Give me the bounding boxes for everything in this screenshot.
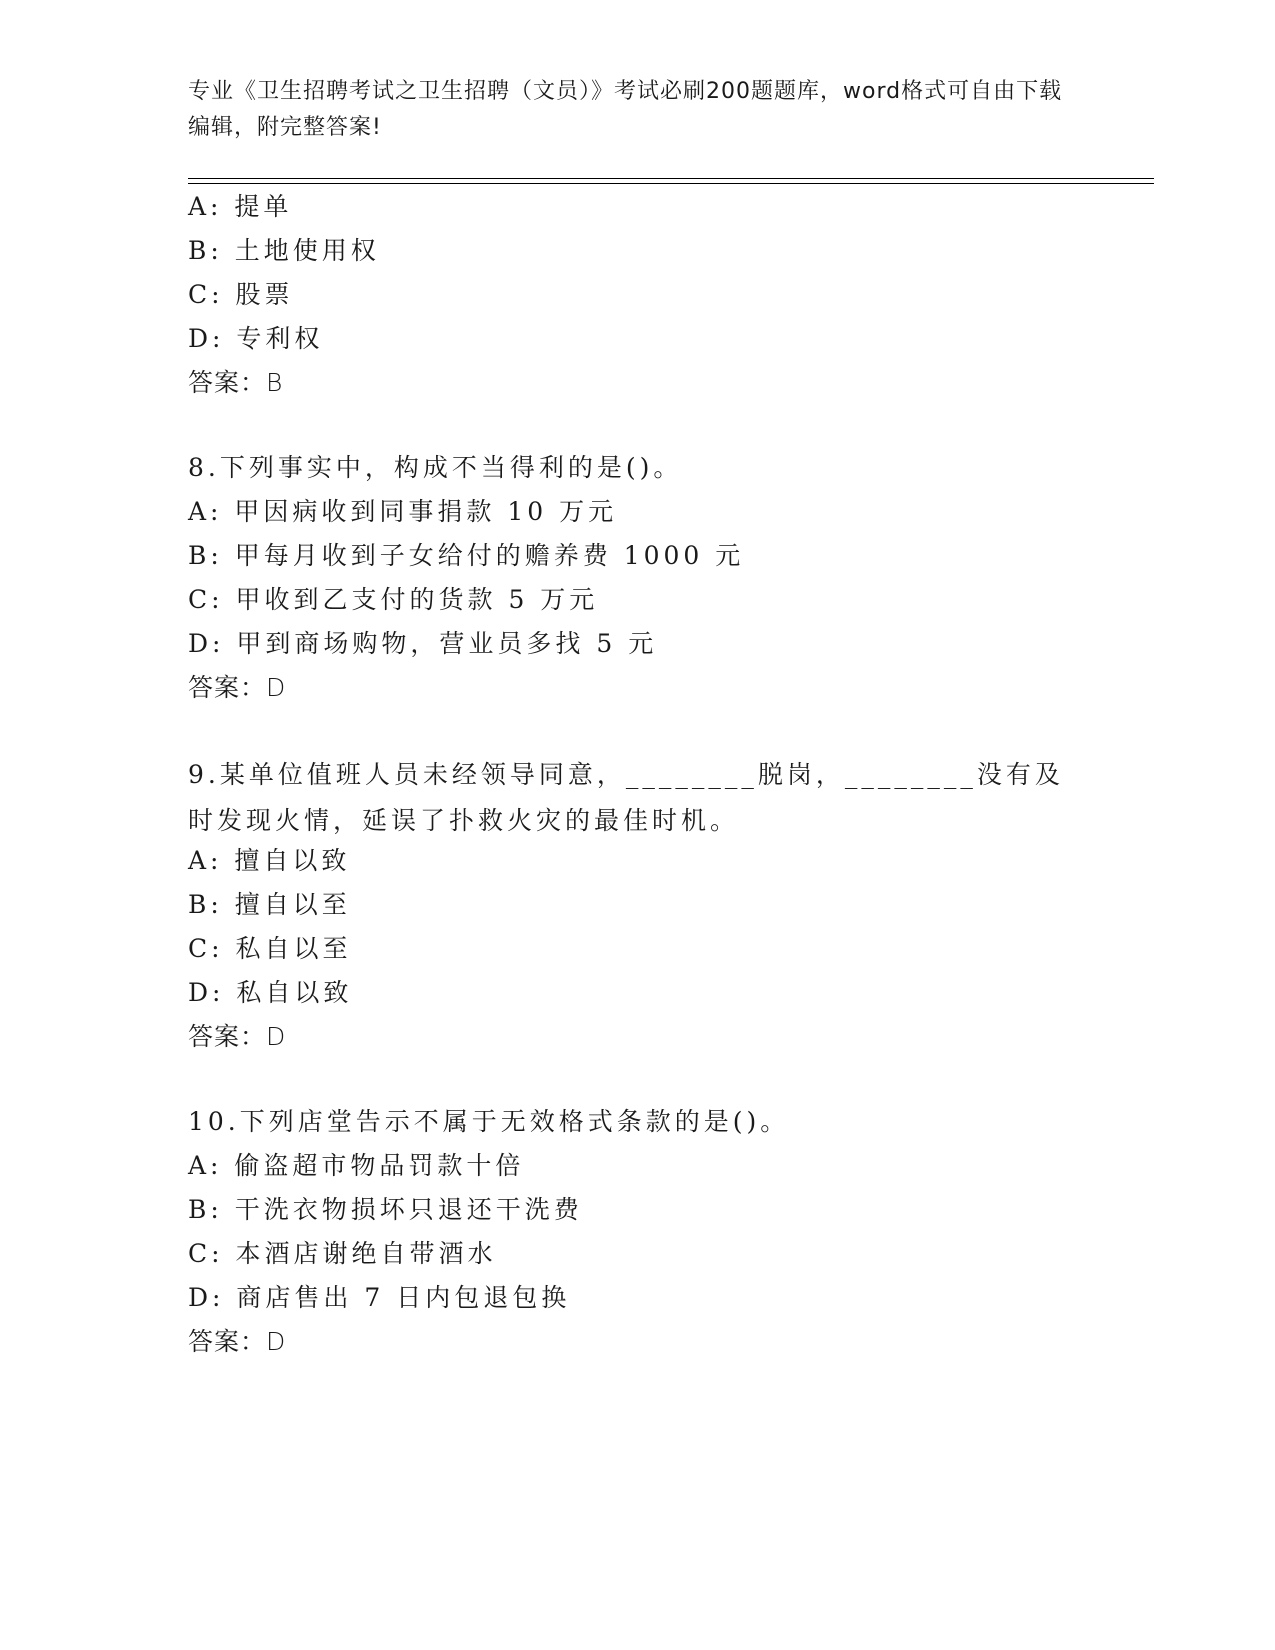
q8-option-d: D: 甲到商场购物，营业员多找 5 元 xyxy=(188,629,658,658)
q9-answer: 答案：D xyxy=(188,1022,287,1051)
q8-option-a: A: 甲因病收到同事捐款 10 万元 xyxy=(188,497,618,526)
q7-option-d: D: 专利权 xyxy=(188,324,324,353)
q10-option-d: D: 商店售出 7 日内包退包换 xyxy=(188,1283,571,1312)
q10-option-a: A: 偷盗超市物品罚款十倍 xyxy=(188,1151,525,1180)
q9-option-d: D: 私自以致 xyxy=(188,978,353,1007)
q10-option-b: B: 干洗衣物损坏只退还干洗费 xyxy=(188,1195,583,1224)
q8-option-c: C: 甲收到乙支付的货款 5 万元 xyxy=(188,585,599,614)
q9-option-b: B: 擅自以至 xyxy=(188,890,351,919)
header-rule-bottom xyxy=(188,183,1154,184)
q8-answer: 答案：D xyxy=(188,673,287,702)
q9-option-a: A: 擅自以致 xyxy=(188,846,351,875)
document-header: 专业《卫生招聘考试之卫生招聘（文员）》考试必刷200题题库，word格式可自由下载编辑，附完整答案! xyxy=(188,79,1063,140)
q9-option-c: C: 私自以至 xyxy=(188,934,352,963)
q9-question: 9.某单位值班人员未经领导同意，________脱岗，________没有及时发现火情，延误了扑救火灾的最佳时机。 xyxy=(188,760,1064,835)
q7-option-b: B: 土地使用权 xyxy=(188,236,380,265)
q7-option-a: A: 提单 xyxy=(188,192,293,221)
q10-option-c: C: 本酒店谢绝自带酒水 xyxy=(188,1239,497,1268)
q8-question: 8.下列事实中，构成不当得利的是()。 xyxy=(188,453,683,482)
q10-answer: 答案：D xyxy=(188,1327,287,1356)
q7-answer: 答案：B xyxy=(188,368,284,397)
q10-question: 10.下列店堂告示不属于无效格式条款的是()。 xyxy=(188,1107,790,1136)
q8-option-b: B: 甲每月收到子女给付的赡养费 1000 元 xyxy=(188,541,745,570)
header-rule-top xyxy=(188,178,1154,179)
q7-option-c: C: 股票 xyxy=(188,280,294,309)
